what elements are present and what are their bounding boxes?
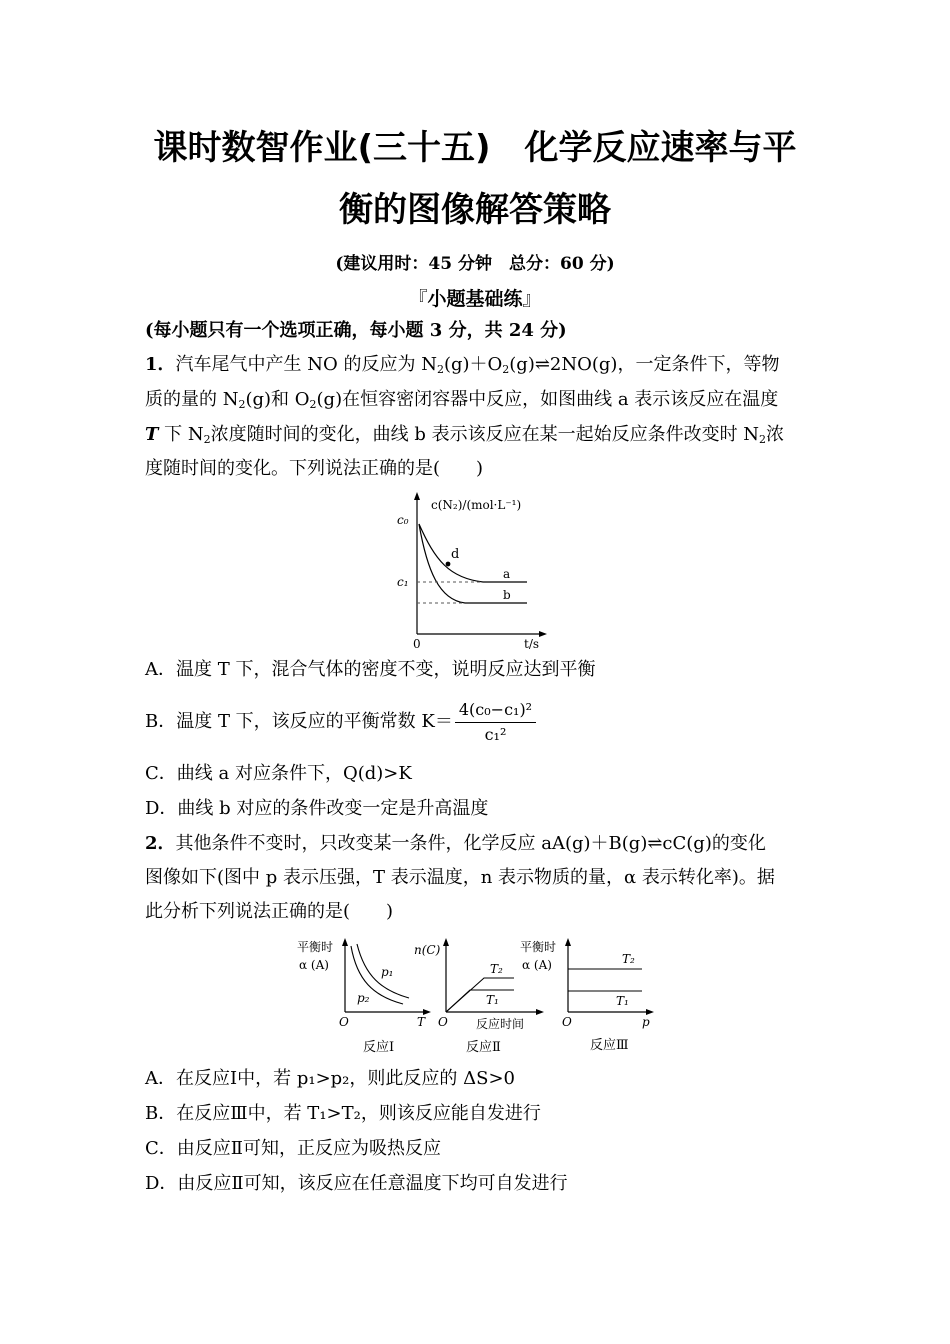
y-axis-arrow	[443, 938, 449, 946]
page-title-line1: 课时数智作业(三十五) 化学反应速率与平	[153, 128, 797, 168]
q1-line3-a: 下 N	[158, 424, 204, 445]
origin-label: 0	[413, 637, 421, 650]
q2-line3: 此分析下列说法正确的是( )	[145, 901, 394, 922]
q1-figure	[395, 488, 555, 650]
instructions: (每小题只有一个选项正确，每小题 3 分，共 24 分)	[145, 320, 567, 341]
q1-line2-a: 质的量的 N	[145, 389, 239, 410]
y-axis-arrow	[342, 938, 348, 946]
curve-T2	[446, 978, 514, 1012]
q1-option-d: D．曲线 b 对应的条件改变一定是升高温度	[145, 798, 489, 819]
curve-T1-label: T₁	[486, 993, 499, 1007]
x-axis-arrow	[539, 631, 547, 637]
curve-T1	[446, 990, 514, 1012]
y-axis-arrow	[565, 938, 571, 946]
origin-label: O	[339, 1015, 349, 1029]
q1-line3-b: 浓度随时间的变化，曲线 b 表示该反应在某一起始反应条件改变时 N	[210, 424, 760, 445]
section-heading	[100, 284, 850, 311]
q1-option-b	[145, 692, 815, 752]
y-axis-arrow	[414, 492, 420, 500]
q1-number: 1．	[145, 354, 176, 375]
curve-a	[419, 524, 527, 582]
bracket-left: 『	[408, 288, 428, 310]
q2-option-b: B．在反应Ⅲ中，若 T₁>T₂，则该反应能自发进行	[145, 1103, 541, 1124]
fraction-denominator: c₁²	[484, 724, 507, 744]
y-label-1: 平衡时	[297, 940, 334, 954]
q1-sub: 2	[309, 398, 317, 411]
q2-option-d: D．由反应Ⅱ可知，该反应在任意温度下均可自发进行	[145, 1173, 568, 1194]
q1-sub: 2	[203, 433, 211, 446]
q2-option-a: A．在反应Ⅰ中，若 p₁>p₂，则此反应的 ΔS>0	[145, 1068, 515, 1089]
caption: 反应Ⅲ	[590, 1038, 629, 1053]
point-d-label: d	[451, 547, 460, 562]
q2-number: 2．	[145, 833, 176, 854]
q1-text-b: (g)＋O	[443, 354, 503, 375]
y-label-1: 平衡时	[520, 940, 557, 954]
q1-line2	[145, 387, 815, 418]
fraction-numerator: 4(c₀−c₁)²	[455, 700, 536, 723]
q1-line3-c: 浓	[766, 424, 785, 445]
caption: 反应Ⅱ	[466, 1040, 501, 1055]
q1-sub: 2	[502, 363, 510, 376]
curve-b-label: b	[503, 588, 511, 602]
q1-line2-b: (g)和 O	[245, 389, 310, 410]
section-label: 小题基础练	[427, 288, 523, 310]
q1-option-a: A．温度 T 下，混合气体的密度不变，说明反应达到平衡	[145, 659, 596, 680]
q2-line2: 图像如下(图中 p 表示压强，T 表示温度，n 表示物质的量，α 表示转化率)。据	[145, 867, 775, 888]
q1-sub: 2	[759, 433, 767, 446]
equilibrium-fraction	[455, 700, 536, 745]
caption: 反应Ⅰ	[363, 1040, 395, 1055]
time-info: (建议用时：45 分钟 总分：60 分)	[335, 254, 615, 274]
q1-line1	[145, 352, 815, 383]
curve-p1-label: p₁	[381, 965, 394, 979]
bracket-right: 』	[522, 288, 542, 310]
q1-option-c: C．曲线 a 对应条件下，Q(d)>K	[145, 763, 412, 784]
q1-line4: 度随时间的变化。下列说法正确的是( )	[145, 458, 484, 479]
q1-text-c: (g)⇌2NO(g)，一定条件下，等物	[509, 354, 780, 375]
curve-p2-label: p₂	[357, 991, 370, 1005]
y-axis-label: c(N₂)/(mol·L⁻¹)	[431, 498, 522, 512]
q1-sub: 2	[436, 363, 444, 376]
line-T1-label: T₁	[616, 994, 629, 1008]
curve-b	[419, 524, 527, 603]
y-label-2: α (A)	[522, 958, 552, 972]
x-axis-label: T	[417, 1015, 426, 1029]
origin-label: O	[562, 1015, 572, 1029]
x-axis-label: t/s	[524, 637, 540, 650]
point-d	[446, 562, 451, 567]
page-title-line2: 衡的图像解答策略	[339, 190, 611, 230]
q2-line1-text: 其他条件不变时，只改变某一条件，化学反应 aA(g)＋B(g)⇌cC(g)的变化	[175, 833, 766, 854]
q1-line2-c: (g)在恒容密闭容器中反应，如图曲线 a 表示该反应在温度	[316, 389, 779, 410]
line-T2-label: T₂	[622, 952, 635, 966]
curve-T2-label: T₂	[490, 962, 503, 976]
q2-figure-3	[518, 936, 658, 1060]
q1-text-a: 汽车尾气中产生 NO 的反应为 N	[175, 354, 437, 375]
origin-label: O	[438, 1015, 448, 1029]
curve-a-label: a	[503, 567, 511, 581]
q1-line3-T: T	[145, 424, 159, 445]
x-axis-label: p	[642, 1015, 650, 1029]
y-label-2: α (A)	[299, 958, 329, 972]
tick-c1: c₁	[397, 575, 409, 589]
x-axis-label: 反应时间	[476, 1017, 525, 1031]
q1-sub: 2	[238, 398, 246, 411]
tick-c0: c₀	[397, 513, 409, 527]
q2-option-c: C．由反应Ⅱ可知，正反应为吸热反应	[145, 1138, 442, 1159]
q2-line1	[145, 831, 815, 857]
q1-line3	[145, 422, 815, 453]
y-axis-label: n(C)	[414, 943, 441, 957]
q1-option-b-text: B．温度 T 下，该反应的平衡常数 K＝	[145, 711, 453, 732]
